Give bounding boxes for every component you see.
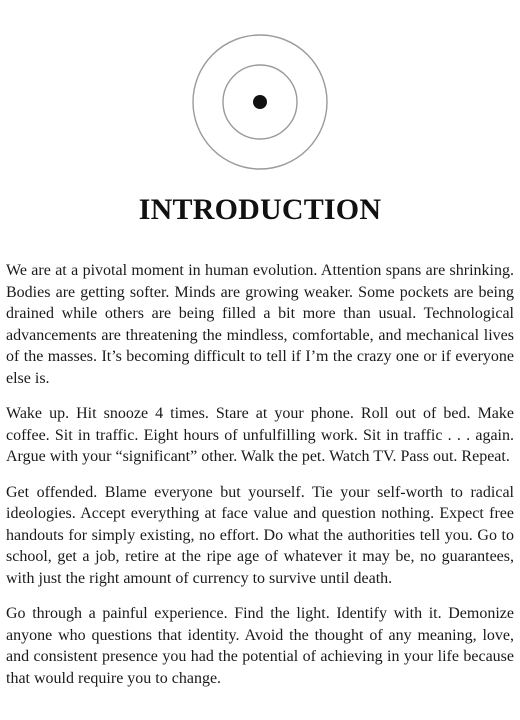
center-dot [253, 95, 267, 109]
emblem-graphic [190, 32, 330, 172]
paragraph: Get offended. Blame everyone but yourself. Tie your self-worth to radical ideologies. Accept everything at face value and question nothing. Expect free handouts for simply existing, no effort. Do what the authorities tell you. Go to school, get a job, retire at the ripe age of whatever it may be, no guarantees, with just the right amount of currency to survive until death. [6, 483, 514, 587]
paragraph: Go through a painful experience. Find the light. Identify with it. Demonize anyone who questions that identity. Avoid the thought of any meaning, love, and consistent presence you had the potential of achieving in your life because that would require you to change. [6, 605, 514, 687]
paragraph: We are at a pivotal moment in human evolution. Attention spans are shrinking. Bodies are getting softer. Minds are growing weaker. Some pockets are being drained while others are being filled a bit more than usual. Technological advancements are threatening the mindless, comfortable, and mechanical lives of the masses. It’s becoming difficult to tell if I’m the crazy one or if everyone else is. [6, 262, 514, 387]
chapter-title: INTRODUCTION [138, 193, 382, 226]
concentric-circles-target-icon [190, 32, 330, 172]
paragraph: Wake up. Hit snooze 4 times. Stare at your phone. Roll out of bed. Make coffee. Sit in traffic. Eight hours of unfulfilling work. Sit in traffic . . . again. Argue with your “significant” other. Walk the pet. Watch TV. Pass out. Repeat. [6, 405, 514, 465]
chapter-body [6, 260, 514, 703]
